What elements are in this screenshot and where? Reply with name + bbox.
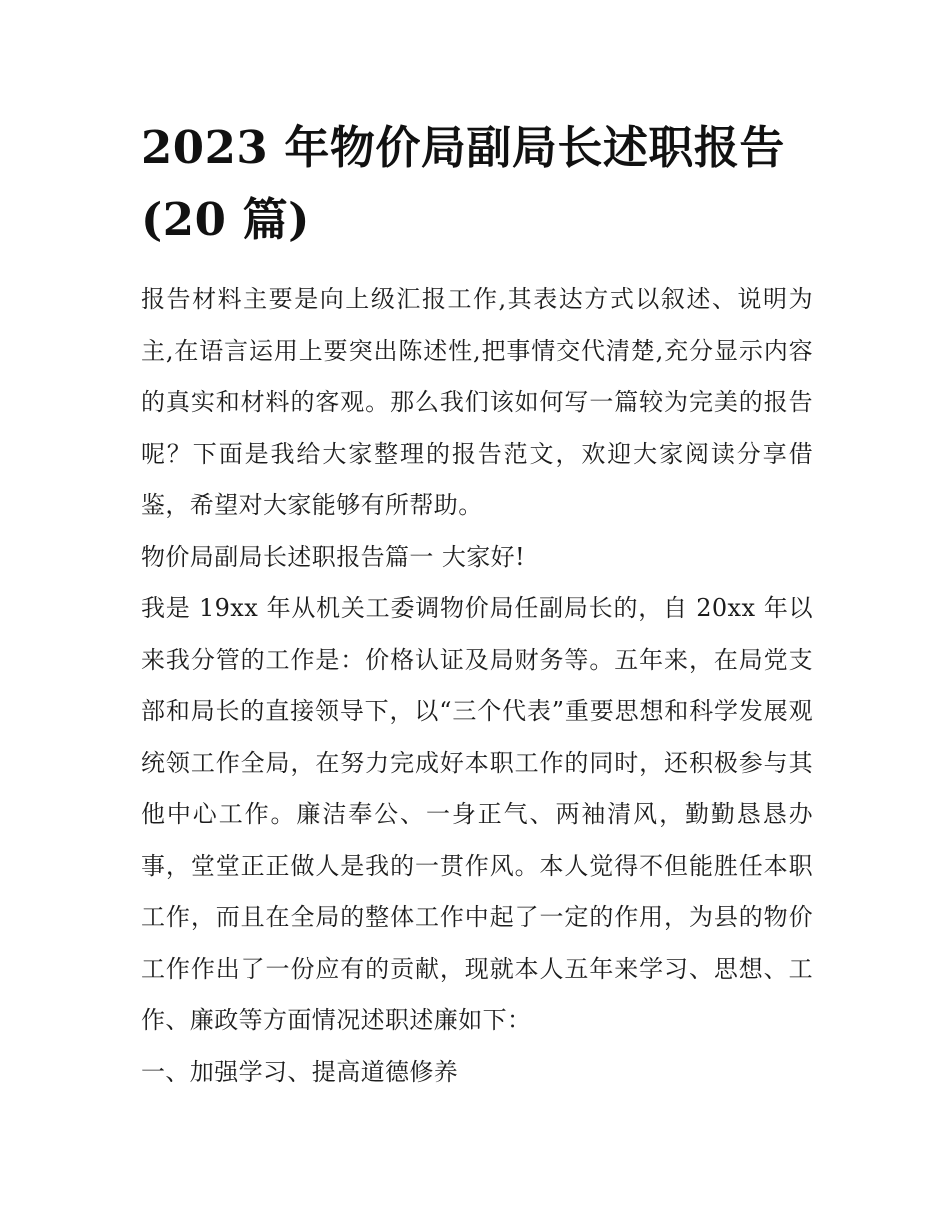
subheading: 一、加强学习、提高道德修养	[141, 1057, 459, 1086]
document-content	[141, 112, 813, 1098]
section-heading: 物价局副局长述职报告篇一 大家好!	[141, 542, 526, 571]
body-paragraph: 我是 19xx 年从机关工委调物价局任副局长的，自 20xx 年以来我分管的工作是：价格认证及局财务等。五年来，在局党支部和局长的直接领导下，以“三个代表”重要思想和科学发展观统领工作全局，在努力完成好本职工作的同时，还积极参与其他中心工作。廉洁奉公、一身正气、两袖清风，勤勤恳恳办事，堂堂正正做人是我的一贯作风。本人觉得不但能胜任本职工作，而且在全局的整体工作中起了一定的作用，为县的物价工作作出了一份应有的贡献，现就本人五年来学习、思想、工作、廉政等方面情况述职述廉如下：	[141, 594, 813, 1034]
intro-paragraph: 报告材料主要是向上级汇报工作,其表达方式以叙述、说明为主,在语言运用上要突出陈述性,把事情交代清楚,充分显示内容的真实和材料的客观。那么我们该如何写一篇较为完美的报告呢？下面是我给大家整理的报告范文，欢迎大家阅读分享借鉴，希望对大家能够有所帮助。	[141, 285, 813, 519]
document-title: 2023 年物价局副局长述职报告(20 篇)	[141, 121, 785, 246]
